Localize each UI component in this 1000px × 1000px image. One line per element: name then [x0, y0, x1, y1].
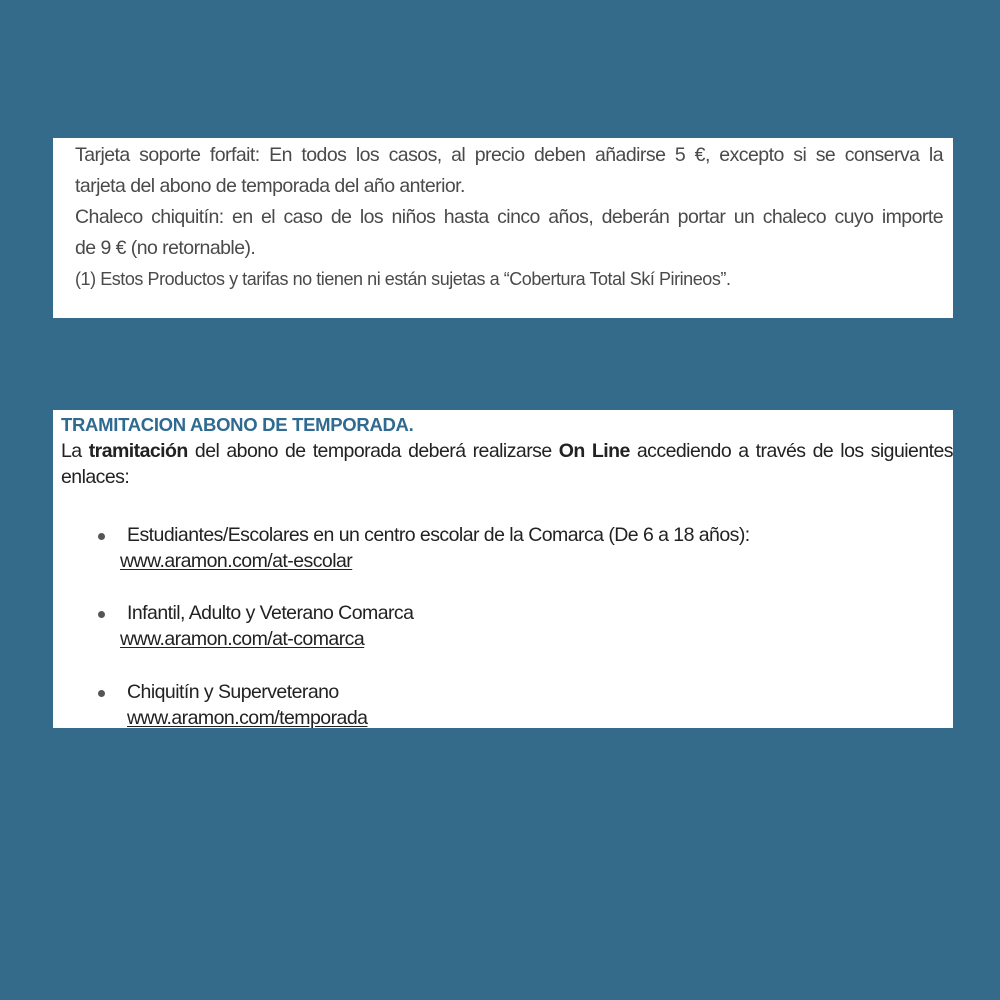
- forfait-card-note-line-2: tarjeta del abono de temporada del año anterior.: [75, 175, 465, 197]
- list-item-temporada: [61, 679, 953, 731]
- item-label: Infantil, Adulto y Veterano Comarca: [127, 602, 414, 624]
- bullet-icon: [98, 533, 105, 540]
- section-heading: TRAMITACION ABONO DE TEMPORADA.: [61, 414, 414, 435]
- intro-text: del abono de temporada deberá realizarse: [187, 440, 559, 462]
- intro-bold-tramitacion: tramitación: [88, 440, 188, 462]
- pricing-notes-card: [53, 138, 953, 318]
- item-label: Estudiantes/Escolares en un centro escolar de la Comarca (De 6 a 18 años):: [127, 524, 750, 546]
- list-item-escolar: [61, 522, 953, 574]
- kids-vest-note-line-1: Chaleco chiquitín: en el caso de los niños hasta cinco años, deberán portar un chaleco cuyo importe: [75, 206, 943, 228]
- intro-text: La: [61, 440, 89, 462]
- season-pass-procedure-card: [53, 410, 953, 728]
- procedure-intro-line-2: enlaces:: [61, 466, 130, 488]
- link-at-comarca[interactable]: www.aramon.com/at-comarca: [120, 628, 365, 650]
- coverage-footnote: (1) Estos Productos y tarifas no tienen ni están sujetas a “Cobertura Total Skí Pirineos”.: [75, 269, 731, 289]
- intro-text: accediendo a través de los siguientes: [629, 440, 953, 462]
- kids-vest-note-line-2: de 9 € (no retornable).: [75, 237, 256, 259]
- link-at-escolar[interactable]: www.aramon.com/at-escolar: [120, 550, 353, 572]
- procedure-intro-line-1: [61, 438, 953, 464]
- link-temporada[interactable]: www.aramon.com/temporada: [127, 707, 368, 729]
- forfait-card-note-line-1: Tarjeta soporte forfait: En todos los casos, al precio deben añadirse 5 €, excepto si se conserva la: [75, 144, 943, 166]
- item-label: Chiquitín y Superveterano: [127, 681, 339, 703]
- list-item-comarca: [61, 600, 953, 652]
- bullet-icon: [98, 611, 105, 618]
- link-list: [61, 522, 953, 731]
- procedure-intro: [61, 438, 953, 490]
- bullet-icon: [98, 690, 105, 697]
- intro-bold-online: On Line: [558, 440, 630, 462]
